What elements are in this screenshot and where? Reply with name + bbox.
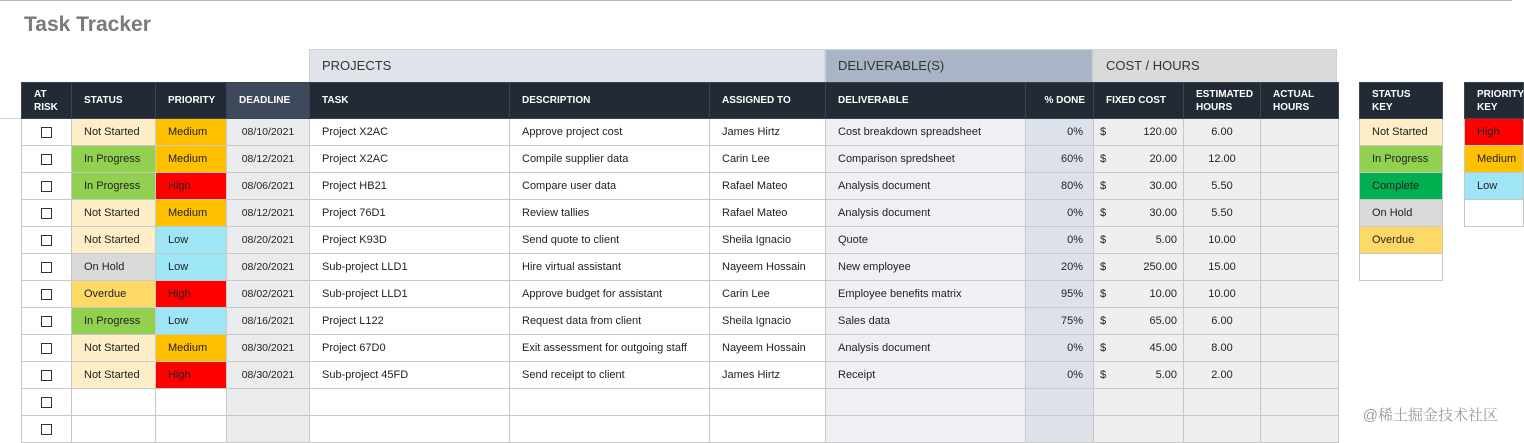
at-risk-checkbox-cell[interactable] (22, 389, 72, 416)
status-key-row (1360, 173, 1443, 200)
fixed-cost-amount: 5.00 (1155, 369, 1177, 381)
deliverable-cell[interactable]: Cost breakdown spreadsheet (826, 119, 1026, 146)
deliverable-cell[interactable]: Employee benefits matrix (826, 281, 1026, 308)
at-risk-checkbox-cell[interactable] (22, 254, 72, 281)
description-cell[interactable]: Approve budget for assistant (510, 281, 710, 308)
at-risk-checkbox-cell[interactable] (22, 362, 72, 389)
status-cell[interactable]: Overdue (72, 281, 156, 308)
deadline-cell[interactable]: 08/10/2021 (227, 119, 310, 146)
assigned-to-cell[interactable] (710, 389, 826, 416)
pct-done-cell[interactable] (1026, 416, 1094, 443)
description-cell[interactable]: Review tallies (510, 200, 710, 227)
actual-hours-cell[interactable] (1261, 227, 1339, 254)
actual-hours-cell[interactable] (1261, 281, 1339, 308)
table-header-row (22, 83, 1339, 119)
fixed-cost-cell[interactable] (1094, 281, 1184, 308)
fixed-cost-cell[interactable] (1094, 200, 1184, 227)
fixed-cost-cell[interactable] (1094, 227, 1184, 254)
col-header-description[interactable]: DESCRIPTION (510, 83, 710, 119)
at-risk-checkbox[interactable] (41, 127, 52, 138)
priority-key-row (1465, 173, 1524, 200)
task-cell[interactable]: Project X2AC (310, 119, 510, 146)
status-cell[interactable]: Not Started (72, 200, 156, 227)
description-cell[interactable]: Compile supplier data (510, 146, 710, 173)
priority-key-table (1464, 82, 1524, 227)
col-header-pct-done[interactable]: % DONE (1026, 83, 1094, 119)
assigned-to-cell[interactable] (710, 416, 826, 443)
deliverable-cell[interactable]: Receipt (826, 362, 1026, 389)
at-risk-checkbox[interactable] (41, 154, 52, 165)
pct-done-cell[interactable]: 80% (1026, 173, 1094, 200)
status-cell[interactable]: Not Started (72, 335, 156, 362)
task-cell[interactable]: Project L122 (310, 308, 510, 335)
description-cell[interactable]: Compare user data (510, 173, 710, 200)
table-row (22, 119, 1339, 146)
status-key-item (1360, 254, 1443, 281)
at-risk-checkbox-cell[interactable] (22, 281, 72, 308)
at-risk-checkbox[interactable] (41, 343, 52, 354)
status-cell[interactable]: Not Started (72, 362, 156, 389)
at-risk-checkbox-cell[interactable] (22, 173, 72, 200)
table-row (22, 389, 1339, 416)
deadline-cell[interactable]: 08/20/2021 (227, 254, 310, 281)
description-cell[interactable]: Request data from client (510, 308, 710, 335)
currency-symbol: $ (1100, 180, 1107, 192)
at-risk-checkbox[interactable] (41, 235, 52, 246)
status-key-item: Not Started (1360, 119, 1443, 146)
top-divider (0, 0, 1512, 1)
fixed-cost-amount: 30.00 (1149, 207, 1177, 219)
currency-symbol: $ (1100, 342, 1107, 354)
currency-symbol: $ (1100, 369, 1107, 381)
fixed-cost-amount: 45.00 (1149, 342, 1177, 354)
fixed-cost-amount: 65.00 (1149, 315, 1177, 327)
status-cell[interactable] (72, 389, 156, 416)
table-row (22, 416, 1339, 443)
pct-done-cell[interactable]: 95% (1026, 281, 1094, 308)
fixed-cost-amount: 10.00 (1149, 288, 1177, 300)
currency-symbol: $ (1100, 315, 1107, 327)
priority-cell[interactable]: High (156, 173, 227, 200)
deadline-cell[interactable]: 08/16/2021 (227, 308, 310, 335)
fixed-cost-cell[interactable] (1094, 173, 1184, 200)
deadline-cell[interactable]: 08/30/2021 (227, 362, 310, 389)
priority-cell[interactable]: Medium (156, 200, 227, 227)
col-header-priority[interactable]: PRIORITY (156, 83, 227, 119)
pct-done-cell[interactable] (1026, 389, 1094, 416)
pct-done-cell[interactable]: 75% (1026, 308, 1094, 335)
at-risk-checkbox[interactable] (41, 397, 52, 408)
estimated-hours-cell[interactable] (1184, 416, 1261, 443)
table-row (22, 281, 1339, 308)
at-risk-checkbox-cell[interactable] (22, 119, 72, 146)
deliverable-cell[interactable]: Analysis document (826, 335, 1026, 362)
actual-hours-cell[interactable] (1261, 362, 1339, 389)
priority-cell[interactable]: Medium (156, 335, 227, 362)
currency-symbol: $ (1100, 261, 1107, 273)
priority-cell[interactable]: High (156, 281, 227, 308)
pct-done-cell[interactable]: 20% (1026, 254, 1094, 281)
estimated-hours-cell[interactable]: 2.00 (1184, 362, 1261, 389)
deadline-cell[interactable]: 08/06/2021 (227, 173, 310, 200)
col-header-deliverable[interactable]: DELIVERABLE (826, 83, 1026, 119)
task-cell[interactable]: Project 67D0 (310, 335, 510, 362)
assigned-to-cell[interactable]: Rafael Mateo (710, 173, 826, 200)
priority-cell[interactable]: Low (156, 254, 227, 281)
fixed-cost-amount: 30.00 (1149, 180, 1177, 192)
col-header-assigned-to[interactable]: ASSIGNED TO (710, 83, 826, 119)
pct-done-cell[interactable]: 0% (1026, 362, 1094, 389)
col-header-actual-hours[interactable]: ACTUAL HOURS (1261, 83, 1339, 119)
deliverable-cell[interactable] (826, 389, 1026, 416)
estimated-hours-cell[interactable]: 10.00 (1184, 281, 1261, 308)
fixed-cost-cell[interactable] (1094, 254, 1184, 281)
actual-hours-cell[interactable] (1261, 146, 1339, 173)
currency-symbol: $ (1100, 207, 1107, 219)
pct-done-cell[interactable]: 0% (1026, 227, 1094, 254)
table-row (22, 335, 1339, 362)
row-gridline (0, 118, 21, 119)
priority-cell[interactable]: Medium (156, 119, 227, 146)
pct-done-cell[interactable]: 60% (1026, 146, 1094, 173)
priority-cell[interactable]: Low (156, 227, 227, 254)
table-row (22, 146, 1339, 173)
at-risk-checkbox-cell[interactable] (22, 416, 72, 443)
deliverable-cell[interactable]: Analysis document (826, 173, 1026, 200)
status-key-row (1360, 227, 1443, 254)
priority-key-item: Low (1465, 173, 1524, 200)
status-key-item: Overdue (1360, 227, 1443, 254)
task-cell[interactable]: Project X2AC (310, 146, 510, 173)
actual-hours-cell[interactable] (1261, 200, 1339, 227)
at-risk-checkbox-cell[interactable] (22, 308, 72, 335)
assigned-to-cell[interactable]: Sheila Ignacio (710, 308, 826, 335)
status-key-row (1360, 254, 1443, 281)
actual-hours-cell[interactable] (1261, 335, 1339, 362)
assigned-to-cell[interactable]: Rafael Mateo (710, 200, 826, 227)
description-cell[interactable]: Send receipt to client (510, 362, 710, 389)
actual-hours-cell[interactable] (1261, 308, 1339, 335)
priority-key-row (1465, 200, 1524, 227)
task-cell[interactable] (310, 389, 510, 416)
assigned-to-cell[interactable]: Nayeem Hossain (710, 335, 826, 362)
deadline-cell[interactable] (227, 389, 310, 416)
priority-key-item: High (1465, 119, 1524, 146)
deadline-cell[interactable]: 08/12/2021 (227, 146, 310, 173)
col-header-at-risk[interactable]: AT RISK (22, 83, 72, 119)
description-cell[interactable]: Approve project cost (510, 119, 710, 146)
pct-done-cell[interactable]: 0% (1026, 335, 1094, 362)
status-cell[interactable]: Not Started (72, 119, 156, 146)
status-cell[interactable]: In Progress (72, 146, 156, 173)
deadline-cell[interactable]: 08/20/2021 (227, 227, 310, 254)
estimated-hours-cell[interactable]: 5.50 (1184, 200, 1261, 227)
status-cell[interactable] (72, 416, 156, 443)
deliverable-cell[interactable]: Sales data (826, 308, 1026, 335)
description-cell[interactable] (510, 416, 710, 443)
task-cell[interactable] (310, 416, 510, 443)
col-header-status[interactable]: STATUS (72, 83, 156, 119)
status-cell[interactable]: In Progress (72, 308, 156, 335)
at-risk-checkbox-cell[interactable] (22, 227, 72, 254)
estimated-hours-cell[interactable]: 6.00 (1184, 308, 1261, 335)
fixed-cost-cell[interactable] (1094, 389, 1184, 416)
description-cell[interactable] (510, 389, 710, 416)
task-cell[interactable]: Project K93D (310, 227, 510, 254)
fixed-cost-cell[interactable] (1094, 416, 1184, 443)
fixed-cost-cell[interactable] (1094, 335, 1184, 362)
task-cell[interactable]: Sub-project 45FD (310, 362, 510, 389)
status-cell[interactable]: On Hold (72, 254, 156, 281)
task-cell[interactable]: Sub-project LLD1 (310, 281, 510, 308)
col-header-fixed-cost[interactable]: FIXED COST (1094, 83, 1184, 119)
fixed-cost-amount: 20.00 (1149, 153, 1177, 165)
estimated-hours-cell[interactable] (1184, 389, 1261, 416)
estimated-hours-cell[interactable]: 6.00 (1184, 119, 1261, 146)
pct-done-cell[interactable]: 0% (1026, 119, 1094, 146)
status-key-header: STATUS KEY (1360, 83, 1443, 119)
deliverable-cell[interactable]: Analysis document (826, 200, 1026, 227)
assigned-to-cell[interactable]: James Hirtz (710, 362, 826, 389)
at-risk-checkbox[interactable] (41, 262, 52, 273)
currency-symbol: $ (1100, 288, 1107, 300)
status-key-row (1360, 146, 1443, 173)
status-cell[interactable]: Not Started (72, 227, 156, 254)
at-risk-checkbox[interactable] (41, 316, 52, 327)
status-key-item: Complete (1360, 173, 1443, 200)
at-risk-checkbox[interactable] (41, 289, 52, 300)
priority-cell[interactable] (156, 389, 227, 416)
task-table (21, 82, 1339, 443)
col-header-task[interactable]: TASK (310, 83, 510, 119)
pct-done-cell[interactable]: 0% (1026, 200, 1094, 227)
fixed-cost-cell[interactable] (1094, 308, 1184, 335)
table-row (22, 173, 1339, 200)
priority-cell[interactable]: High (156, 362, 227, 389)
at-risk-checkbox[interactable] (41, 370, 52, 381)
priority-cell[interactable]: Medium (156, 146, 227, 173)
priority-key-item (1465, 200, 1524, 227)
priority-key-item: Medium (1465, 146, 1524, 173)
assigned-to-cell[interactable]: Sheila Ignacio (710, 227, 826, 254)
group-header-cost: COST / HOURS (1093, 49, 1337, 82)
table-row (22, 362, 1339, 389)
assigned-to-cell[interactable]: Carin Lee (710, 281, 826, 308)
at-risk-checkbox[interactable] (41, 424, 52, 435)
status-key-row (1360, 119, 1443, 146)
task-cell[interactable]: Sub-project LLD1 (310, 254, 510, 281)
status-key-table (1359, 82, 1443, 281)
task-cell[interactable]: Project 76D1 (310, 200, 510, 227)
page-title: Task Tracker (24, 13, 151, 36)
col-header-estimated-hours[interactable]: ESTIMATED HOURS (1184, 83, 1261, 119)
status-key-item: In Progress (1360, 146, 1443, 173)
fixed-cost-amount: 250.00 (1143, 261, 1177, 273)
assigned-to-cell[interactable]: Carin Lee (710, 146, 826, 173)
description-cell[interactable]: Send quote to client (510, 227, 710, 254)
assigned-to-cell[interactable]: Nayeem Hossain (710, 254, 826, 281)
fixed-cost-cell[interactable] (1094, 119, 1184, 146)
at-risk-checkbox-cell[interactable] (22, 146, 72, 173)
at-risk-checkbox-cell[interactable] (22, 335, 72, 362)
status-key-item: On Hold (1360, 200, 1443, 227)
at-risk-checkbox-cell[interactable] (22, 200, 72, 227)
currency-symbol: $ (1100, 234, 1107, 246)
actual-hours-cell[interactable] (1261, 416, 1339, 443)
actual-hours-cell[interactable] (1261, 119, 1339, 146)
task-cell[interactable]: Project HB21 (310, 173, 510, 200)
deadline-cell[interactable]: 08/02/2021 (227, 281, 310, 308)
actual-hours-cell[interactable] (1261, 389, 1339, 416)
assigned-to-cell[interactable]: James Hirtz (710, 119, 826, 146)
description-cell[interactable]: Hire virtual assistant (510, 254, 710, 281)
group-header-deliverables: DELIVERABLE(S) (825, 49, 1093, 82)
estimated-hours-cell[interactable]: 5.50 (1184, 173, 1261, 200)
estimated-hours-cell[interactable]: 8.00 (1184, 335, 1261, 362)
table-row (22, 200, 1339, 227)
currency-symbol: $ (1100, 153, 1107, 165)
actual-hours-cell[interactable] (1261, 254, 1339, 281)
at-risk-checkbox[interactable] (41, 208, 52, 219)
table-row (22, 227, 1339, 254)
deadline-cell[interactable]: 08/30/2021 (227, 335, 310, 362)
deliverable-cell[interactable]: Quote (826, 227, 1026, 254)
priority-key-row (1465, 146, 1524, 173)
deliverable-cell[interactable]: New employee (826, 254, 1026, 281)
deadline-cell[interactable] (227, 416, 310, 443)
fixed-cost-cell[interactable] (1094, 362, 1184, 389)
deadline-cell[interactable]: 08/12/2021 (227, 200, 310, 227)
table-row (22, 308, 1339, 335)
deliverable-cell[interactable]: Comparison spredsheet (826, 146, 1026, 173)
table-row (22, 254, 1339, 281)
col-header-deadline[interactable]: DEADLINE (227, 83, 310, 119)
estimated-hours-cell[interactable]: 10.00 (1184, 227, 1261, 254)
currency-symbol: $ (1100, 126, 1107, 138)
status-cell[interactable]: In Progress (72, 173, 156, 200)
priority-cell[interactable] (156, 416, 227, 443)
description-cell[interactable]: Exit assessment for outgoing staff (510, 335, 710, 362)
at-risk-checkbox[interactable] (41, 181, 52, 192)
fixed-cost-cell[interactable] (1094, 146, 1184, 173)
status-key-row (1360, 200, 1443, 227)
fixed-cost-amount: 5.00 (1155, 234, 1177, 246)
group-header-projects: PROJECTS (309, 49, 825, 82)
priority-key-header: PRIORITY KEY (1465, 83, 1524, 119)
actual-hours-cell[interactable] (1261, 173, 1339, 200)
fixed-cost-amount: 120.00 (1143, 126, 1177, 138)
estimated-hours-cell[interactable]: 15.00 (1184, 254, 1261, 281)
watermark: @稀土掘金技术社区 (1362, 407, 1498, 424)
deliverable-cell[interactable] (826, 416, 1026, 443)
estimated-hours-cell[interactable]: 12.00 (1184, 146, 1261, 173)
priority-cell[interactable]: Low (156, 308, 227, 335)
priority-key-row (1465, 119, 1524, 146)
